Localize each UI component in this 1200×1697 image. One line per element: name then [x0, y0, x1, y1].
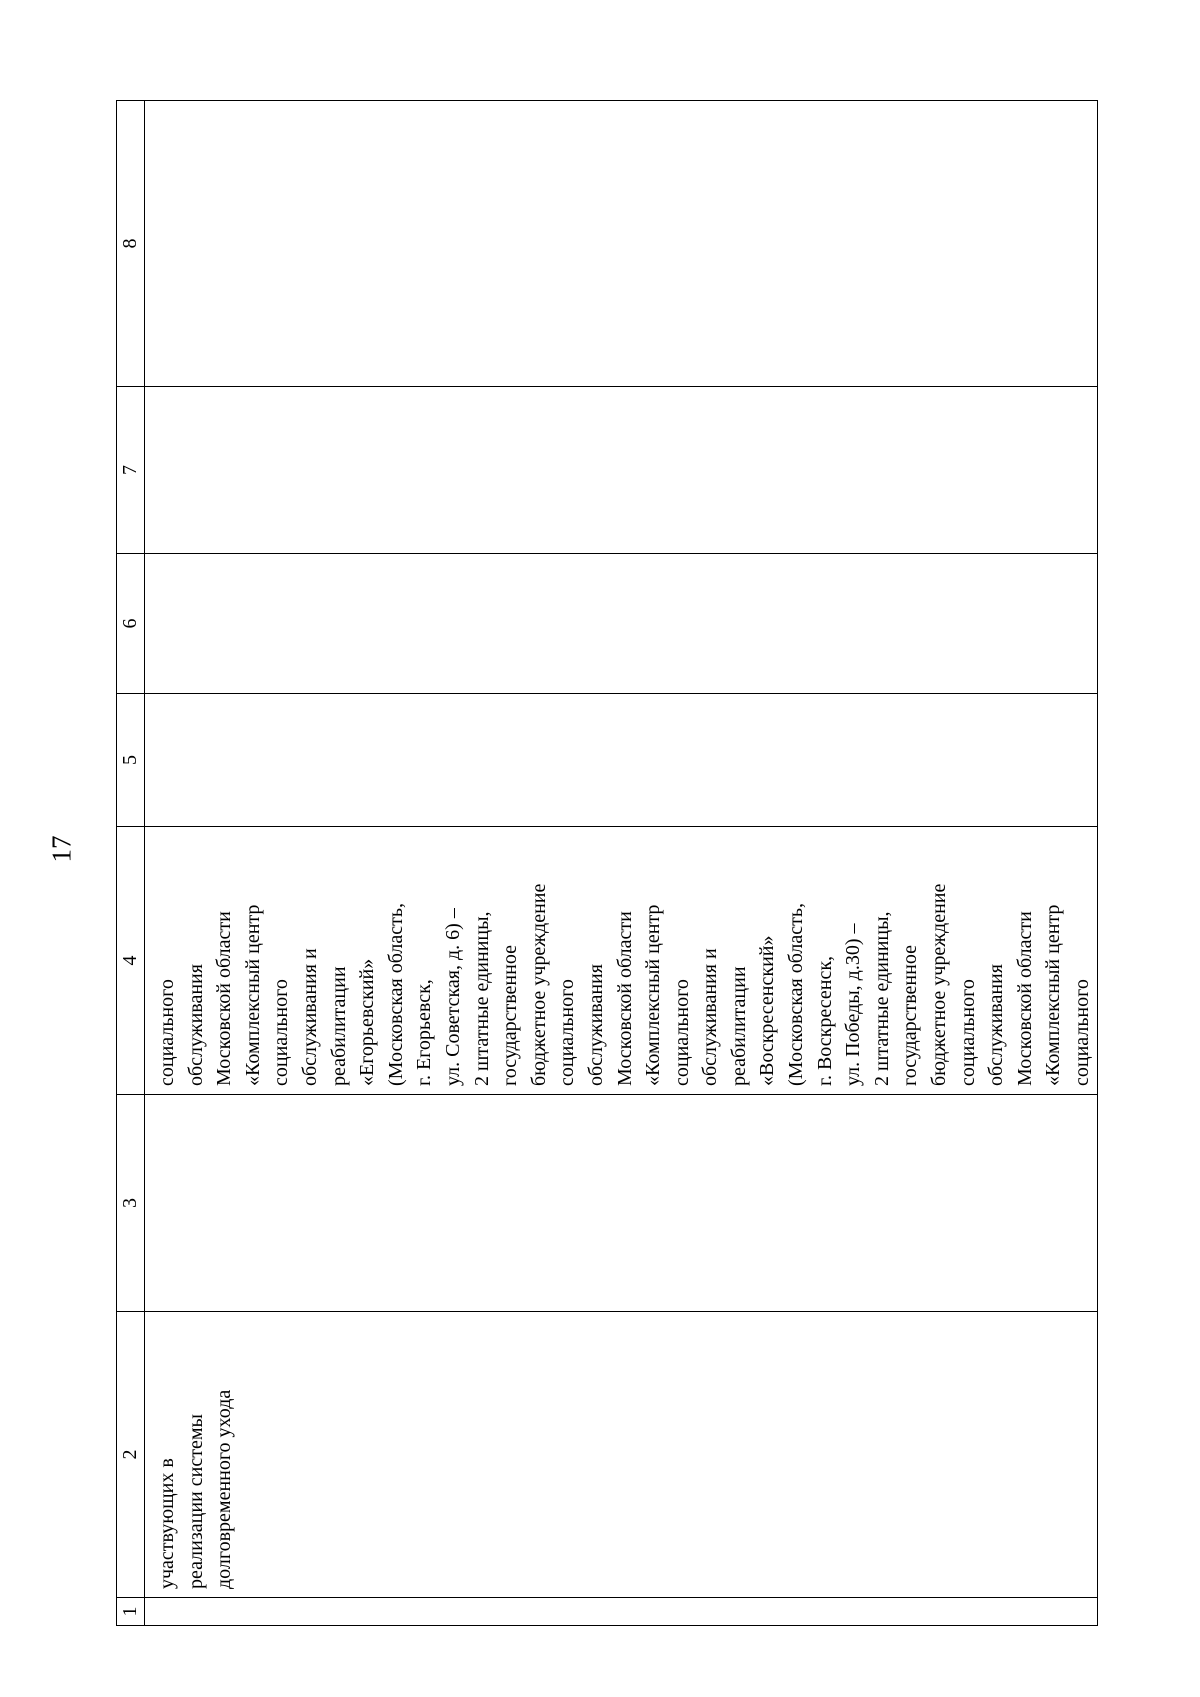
cell-text [145, 387, 153, 553]
cell-col-7 [145, 387, 1098, 554]
cell-col-4 [145, 827, 1098, 1095]
table-rotator [116, 101, 1093, 1626]
header-col-1: 1 [117, 1598, 145, 1626]
cell-text [145, 554, 153, 693]
cell-text: социального обслуживания Московской области «Комплексный центр социального обслуживания и реабилитации «Егорьевский» (Московская область, г. Егорьевск, ул. Советская, д. 6) – 2 штатные единицы, государственное бюджетное учреждение социального обслуживания Московской области «Комплексный центр социального обслуживания и реабилитации «Воскресенский» (Московская область, г. Воскресенск, ул. Победы, д.30) – 2 штатные единицы, государственное бюджетное учреждение социального обслуживания Московской области «Комплексный центр социального [156, 883, 1093, 1086]
header-col-2: 2 [117, 1312, 145, 1598]
cell-text [145, 1598, 153, 1625]
header-col-3: 3 [117, 1095, 145, 1312]
data-table [116, 100, 1098, 1626]
cell-text [145, 694, 153, 826]
table-container [116, 101, 1093, 1626]
header-col-8: 8 [117, 101, 145, 387]
cell-col-6 [145, 554, 1098, 694]
cell-col-3 [145, 1095, 1098, 1312]
table-header-row [117, 101, 145, 1626]
cell-text: участвующих в реализации системы долговременного ухода [156, 1389, 236, 1589]
header-col-4: 4 [117, 827, 145, 1095]
cell-col-5 [145, 694, 1098, 827]
cell-col-1 [145, 1598, 1098, 1626]
table-row [145, 101, 1098, 1626]
cell-col-8 [145, 101, 1098, 387]
page-number: 17 [46, 835, 77, 863]
cell-text [145, 101, 153, 386]
header-col-7: 7 [117, 387, 145, 554]
cell-col-2 [145, 1312, 1098, 1598]
cell-text [145, 1095, 153, 1311]
header-col-5: 5 [117, 694, 145, 827]
header-col-6: 6 [117, 554, 145, 694]
